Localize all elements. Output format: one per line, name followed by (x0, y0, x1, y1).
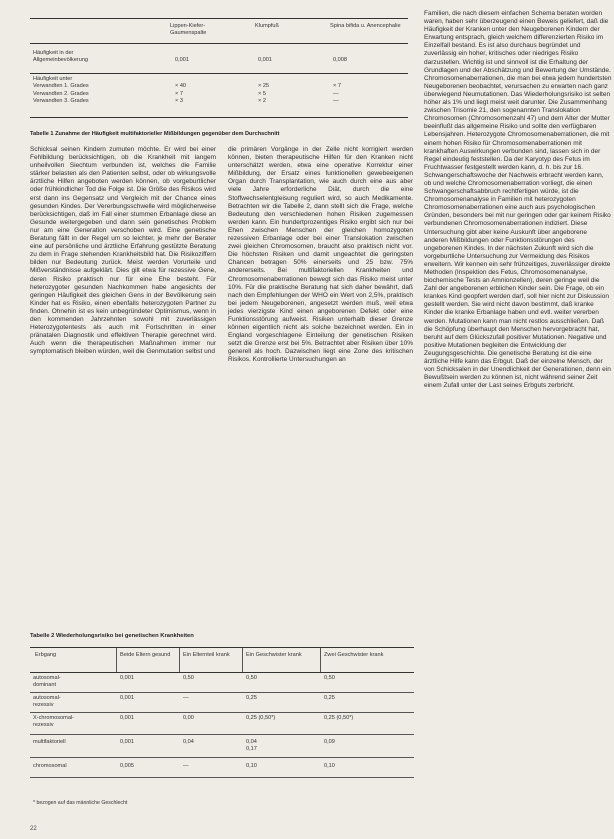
text-column-right (424, 10, 612, 390)
table-cell: 0,10 (246, 763, 257, 769)
divider (30, 692, 414, 693)
table-1-header-cell: Klumpfuß (255, 23, 279, 29)
row-label: chromosomal (33, 763, 67, 769)
table-2 (30, 647, 414, 769)
table-cell: 0,25 (246, 695, 257, 701)
divider (320, 648, 321, 672)
table-2-header-cell: Ein Elternteil krank (183, 652, 230, 658)
table-cell: 0,09 (324, 739, 335, 745)
table-2-header-cell: Erbgang (35, 652, 57, 658)
table-cell: 0,001 (258, 57, 272, 63)
table-1-caption: Tabelle 1 Zunahme der Häufigkeit multifaktorieller Mißbildungen gegenüber dem Durchschnitt (30, 131, 280, 137)
table-cell: 0,001 (120, 715, 134, 721)
table-cell: 0,005 (120, 763, 134, 769)
divider (30, 777, 414, 778)
table-1-header-cell: Lippen-Kiefer-Gaumenspalte (170, 23, 207, 36)
table-1-header-cell: Spina bifida u. Anencephalie (330, 23, 401, 29)
row-label: Häufigkeit unter Verwandten 1. Grades Verwandten 2. Grades Verwandten 3. Grades (33, 76, 89, 105)
table-cell: 0,25 (0,50*) (324, 715, 354, 721)
page-number: 22 (30, 826, 37, 832)
row-label: autosomal- rezessiv (33, 695, 61, 708)
table-cell: — (183, 763, 189, 769)
table-cell: 0,001 (120, 739, 134, 745)
text-column-left (30, 146, 216, 356)
divider (242, 648, 243, 672)
table-cell: 0,17 (246, 746, 257, 752)
paragraph: Schicksal seinen Kindern zumuten möchte. Er wird bei einer Fehlbildung berücksichtigen, ob die Krankheit mit langem unheilvollen Siechtum verbunden ist, welches die Familie stärker belasten als den Patienten selbst, oder ob wirkungsvolle ärztliche Hilfen angeboten werden können, ob vorgeburtlicher oder frühkindlicher Tod die Folge ist. Die Größe des Risikos wird erst dann ins Gegensatz und Vergleich mit der Chance eines gesunden Kindes. Der Vererbungsschwelle wird möglicherweise berücksichtigen, daß im Fall einer stummen Erbanlage diese an Gesunde weitergegeben und dann sein genetisches Problem nur am eine Generation verschoben wird. Eine genetische Beratung fällt in der Regel um so leichter, je mehr der Berater eine auf persönliche und ärztliche Erfahrung gestützte Beratung zu dem in Frage stehenden Krankheitsbild hat. Die Risikoziffern bilden nur Bedeutung zurück. Meist werden Vorurteile und Mißverständnisse aufgeklärt. Dies gilt etwa für rezessive Gene, deren Risiko praktisch nur für eine Ehe besteht. Für heterozygoter gesunden Nachkommen habe angesichts der geringen Häufigkeit des gleichen Gens in der Bevölkerung sein Kinder hat es Risiko, einen ebenfalls heterozygoten Partner zu finden. Ohnehin ist es kein unbegründeter Optimismus, wenn in den kommenden Jahrzehnten sowohl mit zuverlässigen Heterozygotentests als auch mit Fortschritten in einer pränatalen Diagnostik und effektiven Therapie gerechnet wird. Auch wenn die therapeutischen Maßnahmen immer nur symptomatisch bleiben würden, weil die Genmutation selbst und (30, 146, 216, 356)
table-cell: 0,001 (120, 675, 134, 681)
table-cell: 0,00 (183, 715, 194, 721)
table-2-header-cell: Ein Geschwister krank (246, 652, 302, 658)
table-2-caption: Tabelle 2 Wiederholungsrisiko bei genetischen Krankheiten (30, 633, 194, 639)
table-cell: 0,10 (324, 763, 335, 769)
divider (179, 648, 180, 672)
divider (30, 734, 414, 735)
divider (30, 117, 408, 118)
table-cell: 0,50 (183, 675, 194, 681)
table-cell: × 25 × 5 × 2 (258, 83, 270, 105)
text-column-middle (228, 146, 413, 365)
paragraph: die primären Vorgänge in der Zelle nicht korrigiert werden können, bieten therapeutische Hilfen für den Kranken nicht unterschätzt werden, etwa eine operative Korrektur einer Mißbildung, der Ersatz eines funktionellen gewebeeigenen Organ durch Transplantation, wie auch durch eine aus aber viele Jahre erforderliche Diät, durch die eine Stoffwechselentgleisung reguliert wird, so auch Medikamente. Betrachten wir die Tabelle 2, dann stellt sich die Frage, welche Bedeutung den verschiedenen hohen Risiken zugemessen werden kann. Ein hundertprozentiges Risiko ergibt sich nur bei Ehen zwischen Menschen der gleichen homozygoten rezessiven Erbanlage oder bei einer Translokation zwischen zwei gleichen Chromosomen, braucht also praktisch nicht vor. Die höchsten Risiken und damit ungeachtet die geringsten Chancen betragen 50% einerseits und 25 bzw. 75% andererseits. Bei multifaktoriellen Krankheiten und Chromosomenaberrationen bewegt sich das Risiko meist unter 10%. Für die praktische Beratung hat sich daher bewährt, daß nach den Empfehlungen der WHO ein Wert von 2,5%, praktisch bei jedem Neugeborenen, angesetzt werden muß, weil etwa jedes vierzigste Kind einen angeborenen Defekt oder eine Funktionsstörung aufweist. Risiken unterhalb dieser Grenze können eigentlich nicht als solche bezeichnet werden. Ein in England vorgeschlagene Einteilung der genetischen Risiken setzt die Grenze erst bei 5%. Betrachtet aber Risiken über 10% generell als hoch. Dazwischen liegt eine Zone des kritischen Risikos. Kontrollierte Untersuchungen an (228, 146, 413, 364)
table-2-header-cell: Zwei Geschwister krank (324, 652, 384, 658)
table-cell: 0,001 (175, 57, 189, 63)
table-cell: 0,25 (324, 695, 335, 701)
table-cell: 0,50 (324, 675, 335, 681)
table-cell: 0,001 (120, 695, 134, 701)
divider (116, 648, 117, 672)
table-2-header-cell: Beide Eltern gesund (120, 652, 171, 658)
divider (30, 712, 414, 713)
table-cell: × 40 × 7 × 3 (175, 83, 187, 105)
table-cell: 0,04 (183, 739, 194, 745)
table-cell: — (183, 695, 189, 701)
table-cell: 0,25 (0,50*) (246, 715, 276, 721)
table-cell: × 7 — — (333, 83, 341, 105)
table-row (30, 74, 408, 118)
row-label: multifaktoriell (33, 739, 66, 745)
table-2-footnote: * bezogen auf das männliche Geschlecht (33, 800, 128, 806)
row-label: X-chromosomal- rezessiv (33, 715, 75, 728)
table-cell: 0,04 (246, 739, 257, 745)
table-2-header (30, 647, 414, 673)
table-cell: 0,008 (333, 57, 347, 63)
table-1 (30, 18, 408, 118)
table-cell: 0,50 (246, 675, 257, 681)
table-row (30, 44, 408, 74)
table-1-header (30, 18, 408, 44)
row-label: autosomal- dominant (33, 675, 61, 688)
paragraph: Familien, die nach diesem einfachen Schema beraten worden waren, haben sehr überzeugend einen Beweis geliefert, daß die Häufigkeit der Kranken unter den Neugeborenen Kindern der Erwartung entsprach, gleich welchem differenzierten Risiko im Einzelfall bestand. Es ist also durchaus begründet und zuverlässig ein hoher, kritisches oder niedriges Risiko darzustellen. Wichtig ist und sinnvoll ist die Erhaltung der Grundlagen und der Abschätzung und Bewertung der Umstände. Chromosomenaberrationen, die man bei etwa jedem hundertsten Neugeborenen beobachtet, verursachen zu erwarten nach ganz überwiegend Neumutationen. Das Wiederholungsrisiko ist selten höher als 1% und liegt meist weit darunter. Die Zusammenhang zwischen Trisomie 21, den sogenannten Translokation Chromosomen (Chromosomenzahl 47) und dem Alter der Mutter beeinflußt das allgemeine Risiko und sollte den verfügbaren Lebensjahren. Heterozygote Chromosomenaberrationen, die mit einem hohen Risiko für Chromosomenaberrationen mit krankhaften Auswirkungen verbunden sind, lassen sich in der Regel eindeutig feststellen. Da der Karyotyp des Fetus im Fruchtwasser festgestellt werden kann, d. h. bis zur 16. Schwangerschaftswoche der Nachweis erbracht werden kann, ob und welche Chromosomenaberration vorliegt, die einen Schwangerschaftsabbruch rechtfertigen würde, ist die Chromosomenanalyse in Familien mit heterozygoten Chromosomenaberrationen eine auch aus psychologischen Gründen, besonders bei mit nur geringen oder gar keinem Risiko verbundenen Chromosomenaberrationen indiziert. Diese Untersuchung gibt aber keine Auskunft über angeborene anderen Mißbildungen oder Funktionsstörungen des ungeborenen Kindes. In der nächsten Zukunft wird sich die vorgeburtliche Untersuchung zur Vermeidung des Risikos erweitern. Wir kennen ein sehr frühzeitiges, zuverlässiger direkte Methoden (Inspektion des Fetus, Chromosomenanalyse, biochemische Tests an Amnionzellen), deren geringe weil die Zahl der angeborenen erblichen Kinder sein. Die Frage, ob ein krankes Kind geopfert werden darf, soll hier nicht zur Diskussion gestellt werden. Sie wird nicht davon bestimmt, daß kranke Kinder die kranke Erbanlage haben und evtl. weiter vererben werden. Mutationen kann man nicht restlos ausschließen. Daß die Schöpfung überhaupt den Menschen hervorgebracht hat, beruht auf dem Glückszufall positiver Mutationen. Negative und positive Mutationen begleiten die Entwicklung der Zeugungsgeschichte. Die genetische Beratung ist die eine ärztliche Hilfe kann das Erbgut. Daß der einzelne Mensch, der von Schicksalen in der Unendlichkeit der Generationen, denn ein Bewußtsein werden zu können ist, nicht während seiner Zeit einem Zufall unter der Last seines Erbguts zerbricht. (424, 10, 612, 390)
row-label: Häufigkeit in der Allgemeinbevölkerung (33, 50, 89, 64)
divider (30, 757, 414, 758)
